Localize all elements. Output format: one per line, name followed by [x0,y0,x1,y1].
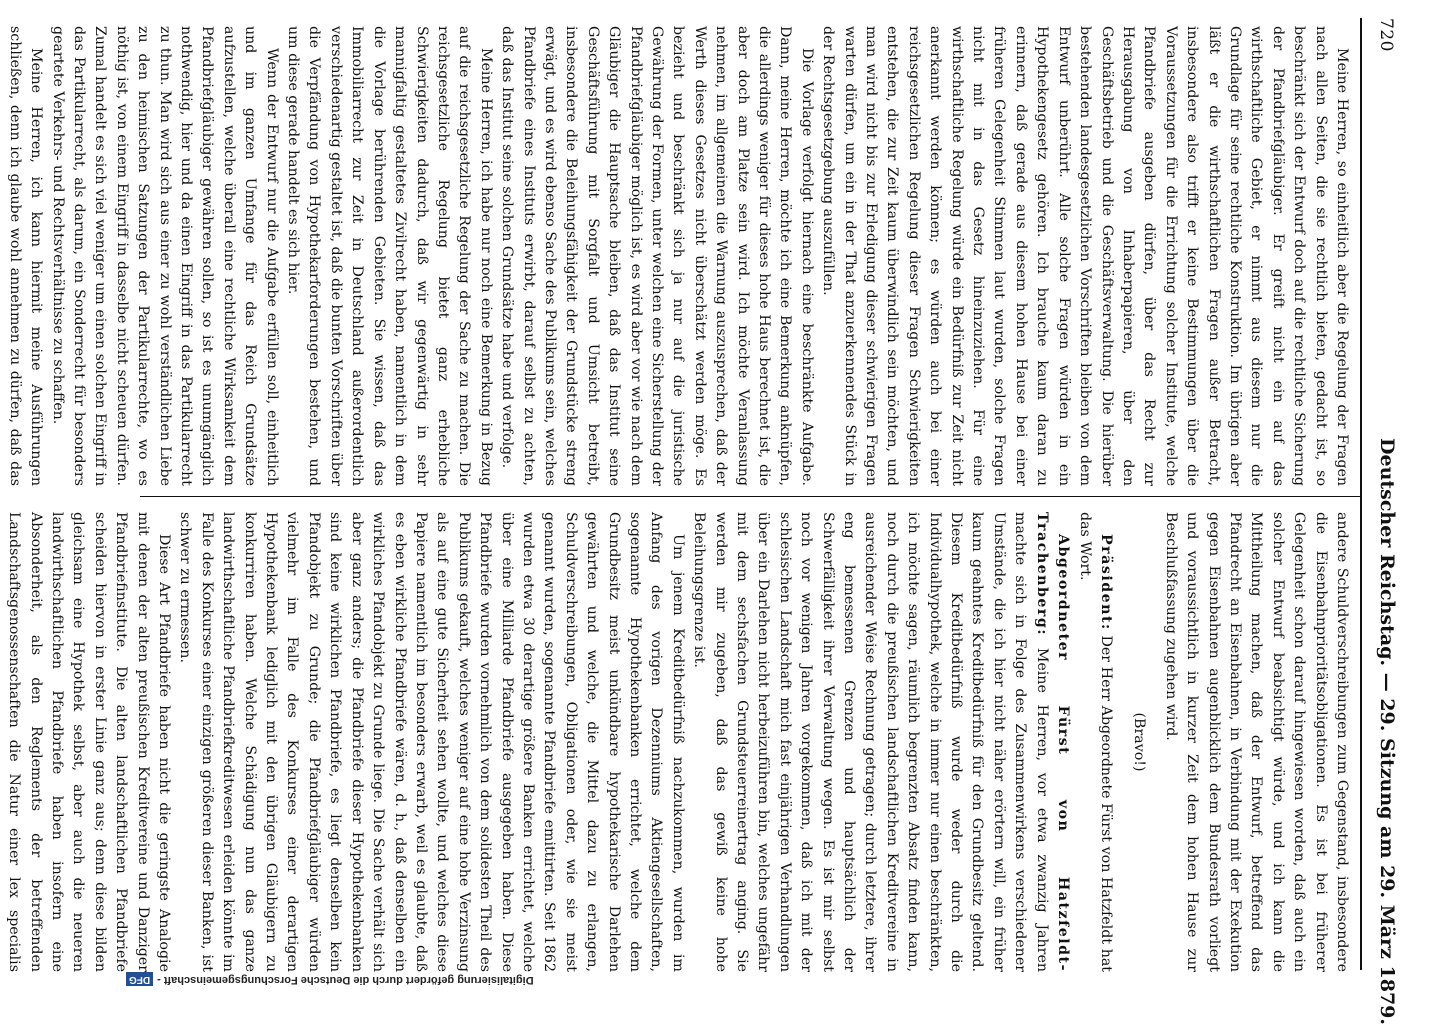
president-speaker-label: Präsident: [1097,534,1114,631]
deputy-paragraph-2: Um jenem Kreditbedürfniß nachzukommen, wurden im Anfang des vorigen Dezenniums Aktiengesellschaften, sogenannte Hypothekenbanken errichtet, welche dem Grundbesitz meist unkündbare hypothekarische Darlehen gewährten und welche, die Mittel dazu zu erlangen, Schuldverschreibungen, Obligationen oder, wie sie meist genannt wurden, sogenannte Pfandbriefe emittirten. Seit 1862 wurden etwa 30 derartige größere Banken errichtet, welche über eine Milliarde Pfandbriefe ausgegeben haben. Diese Pfandbriefe wurden vornehmlich von dem solidesten Theil des Publikums gekauft, welches weniger auf eine hohe Verzinsung als auf eine gute Sicherheit sehen wollte, und welches diese Papiere namentlich im besonders erwarb, weil es glaubte, daß es eben wirkliche Pfandbriefe wären, d. h., daß denselben ein wirkliches Pfandobjekt zu Grunde liege. Die Sache verhält sich aber ganz anders; die Pfandbriefe dieser Hypothekenbanken sind keine wirklichen Pfandbriefe, es liegt denselben kein Pfandobjekt zu Grunde; die Pfandbriefgläubiger würden vielmehr im Falle des Konkurses einer derartigen Hypothekenbank lediglich mit den übrigen Gläubigern zu konkurriren haben. Welche Schädigung nun das ganze landwirthschaftliche Pfandbriefkreditwesen erleiden könnte im Falle des Konkurses einer einzigen größeren dieser Banken, ist schwer zu ermessen. [177,512,686,972]
column-divider [140,496,1360,497]
left-paragraph-1: Meine Herren, so einheitlich aber die Regelung der Fragen nach allen Seiten, die sie rechtlich bieten, gedacht ist, so beschränkt sich der Entwurf doch auf die rechtliche Sicherung der Pfandbriefgläubiger. Er greift nicht ein auf das wirthschaftliche Gebiet, er nimmt aus diesem nur die Grundlage für seine rechtliche Konstruktion. Im übrigen aber läßt er die wirthschaftlichen Fragen außer Betracht, insbesondere also trifft er keine Bestimmungen über die Voraussetzungen für die Errichtung solcher Institute, welche Pfandbriefe ausgeben dürfen, über das Recht zur Herausgabung von Inhaberpapieren, über den Geschäftsbetrieb und die Geschäftsverwaltung. Die hierüber bestehenden landesgesetzlichen Vorschriften bleiben von dem Entwurf unberührt. Alle solche Fragen würden in ein Hypothekengesetz gehören. Ich brauche kaum daran zu erinnern, daß gerade aus diesem hohen Hause bei einer früheren Gelegenheit Stimmen laut wurden, solche Fragen nicht mit in das Gesetz hineinzuziehen. Für eine wirthschaftliche Regelung würde ein Bedürfniß zur Zeit nicht anerkannt werden können; es würden auch bei einer reichsgesetzlichen Regelung dieser Fragen Schwierigkeiten entstehen, die zur Zeit kaum überwindlich sein möchten, und man wird nicht bis zur Erledigung dieser schwierigen Fragen warten dürfen, um ein in der That anzuerkennendes Stück in der Rechtsgesetzgebung auszufüllen. [820,26,1350,486]
page-header [1366,18,1402,1025]
credit-text: Digitalisierung gefördert durch die Deutsche Forschungsgemeinschaft - [157,974,534,986]
left-paragraph-3: Meine Herren, ich habe nur noch eine Bemerkung in Bezug auf die reichsgesetzliche Regelung der Sache zu machen. Die reichsgesetzliche Regelung bietet ganz erhebliche Schwierigkeiten dadurch, daß wir gegenwärtig in sehr mannigfaltig gestaltetes Zivilrecht haben, namentlich in dem die Vorlage berührenden Gebieten. Sie wissen, daß das Immobiliarrecht zur Zeit in Deutschland außerordentlich verschiedenartig gestaltet ist, daß die bunten Vorschriften über die Verpfändung von Hypothekarforderungen bestehen, und um diese gerade handelt es sich hier. [285,26,494,486]
left-column [6,26,1352,486]
digitization-credit [126,968,1426,992]
header-rule [1360,18,1362,970]
right-column [6,512,1352,972]
president-text: Der Herr Abgeordnete Fürst von Hatzfeldt hat das Wort. [1076,512,1114,972]
running-title: Deutscher Reichstag. — 29. Sitzung am 29. März 1879. [1376,438,1398,1025]
page-number: 720 [1376,18,1396,52]
digitization-credit-text [126,968,1426,992]
dfg-logo: DFG [126,972,153,986]
left-paragraph-4: Wenn der Entwurf nur die Aufgabe erfüllen soll, einheitlich und im ganzen Umfange für das Reich Grundsätze aufzustellen, welche überall eine rechtliche Wirksamkeit dem Pfandbriefgläubiger gewähren sollen, so ist es unumgänglich nothwendig, hier und da einen Eingriff in das Partikularrecht zu thun. Man wird sich aus einer zu wohl verständlichen Liebe zu den heimischen Satzungen der Partikularrechte, wo es nöthig ist, von einem Eingriff in dasselbe nicht scheuen dürfen. Zumal handelt es sich viel weniger um einen solchen Eingriff in das Partikularrecht, als darum, ein Sonderrecht für besonders geartete Verkehrs- und Rechtsverhältnisse zu schaffen. [49,26,280,486]
left-paragraph-2: Die Vorlage verfolgt hiernach eine beschränkte Aufgabe. Dann, meine Herren, möchte ich eine Bemerkung anknüpfen, die allerdings weniger für dieses hohe Haus berechnet ist, die aber doch am Platze sein wird. Ich möchte Veranlassung nehmen, im allgemeinen die Warnung auszusprechen, daß der Werth dieses Gesetzes nicht überschätzt werden möge. Es bezieht und beschränkt sich ja nur auf die juristische Gewährung der Formen, unter welchen eine Sicherstellung der Pfandbriefgläubiger möglich ist, es wird aber vor wie nach dem Gläubiger die Hauptsache bleiben, daß das Institut seine Geschäftsführung mit Sorgfalt und Umsicht betreibt, insbesondere die Beleihungsfähigkeit der Grundstücke streng erwägt, und es wird ebenso Sache des Publikums sein, welches Pfandbriefe eines Instituts erwirbt, darauf selbst zu achten, daß das Institut seine solchen Grundsätze habe und verfolge. [499,26,815,486]
left-paragraph-5: Meine Herren, ich kann hiermit meine Ausführungen schließen, denn ich glaube wohl annehmen zu dürfen, daß das [6,26,45,486]
applause-note: (Bravo!) [1131,712,1148,772]
deputy-speaker-label: Abgeordneter Fürst von Hatzfeldt-Trachenberg: [1033,512,1072,972]
deputy-paragraph-1 [688,512,1073,972]
deputy-paragraph-3: Diese Art Pfandbriefe haben nicht die geringste Analogie mit denen der alten preußischen Kreditvereine und Danziger Pfandbriefinstitute. Die alten landschaftlichen Pfandbriefe scheiden hiervon in erster Linie ganz aus; denn diese bilden gleichsam eine Hypothek selbst, aber auch die neueren landwirthschaftlichen Pfandbriefe haben insofern eine Absonderheit, als den Reglements der betreffenden Landschaftsgenossenschaften die Natur einer lex specialis [6,512,173,972]
deputy-text-1: Meine Herren, vor etwa zwanzig Jahren machte sich in Folge des Zusammenwirkens verschiedener Umstände, die ich hier nicht näher erörtern will, ein früher kaum geahntes Kreditbedürfniß für den Grundbesitz geltend. Diesem Kreditbedürfniß wurde weder durch die Individualhypothek, welche in immer nur einen beschränkten, ich möchte sagen, räumlich begrenzten Absatz finden kann, noch durch die preußischen landschaftlichen Kreditvereine in ausreichender Weise Rechnung getragen; durch letztere, ihrer eng bemessenen Grenzen und hauptsächlich der Schwerfälligkeit ihrer Verwaltung wegen. Es ist mir selbst noch vor wenigen Jahren vorgekommen, daß ich mit der schlesischen Landschaft mich fast einjährigen Verhandlungen über ein Darlehen nicht herbeizuführen bin, welches ungefähr mit dem sechsfachen Grundsteuerreinertrag anging. Sie werden mir zugeben, daß das gewiß keine hohe Beleihungsgrenze ist. [691,512,1050,972]
right-opening-paragraph: andere Schuldverschreibungen zum Gegenstand, insbesondere die Eisenbahnprioritätsobligationen. Es ist bei früherer Gelegenheit schon darauf hingewiesen worden, daß auch ein solcher Entwurf beabsichtigt würde, und ich kann die Mittheilung machen, daß der Entwurf, betreffend das Pfandrecht an Eisenbahnen, in Verbindung mit der Exekution gegen Eisenbahnen augenblicklich dem Bundesrath vorliegt und voraussichtlich in kurzer Zeit dem hohen Hause zur Beschlußfassung zugehen wird. [1162,512,1350,972]
president-paragraph [1073,512,1116,972]
